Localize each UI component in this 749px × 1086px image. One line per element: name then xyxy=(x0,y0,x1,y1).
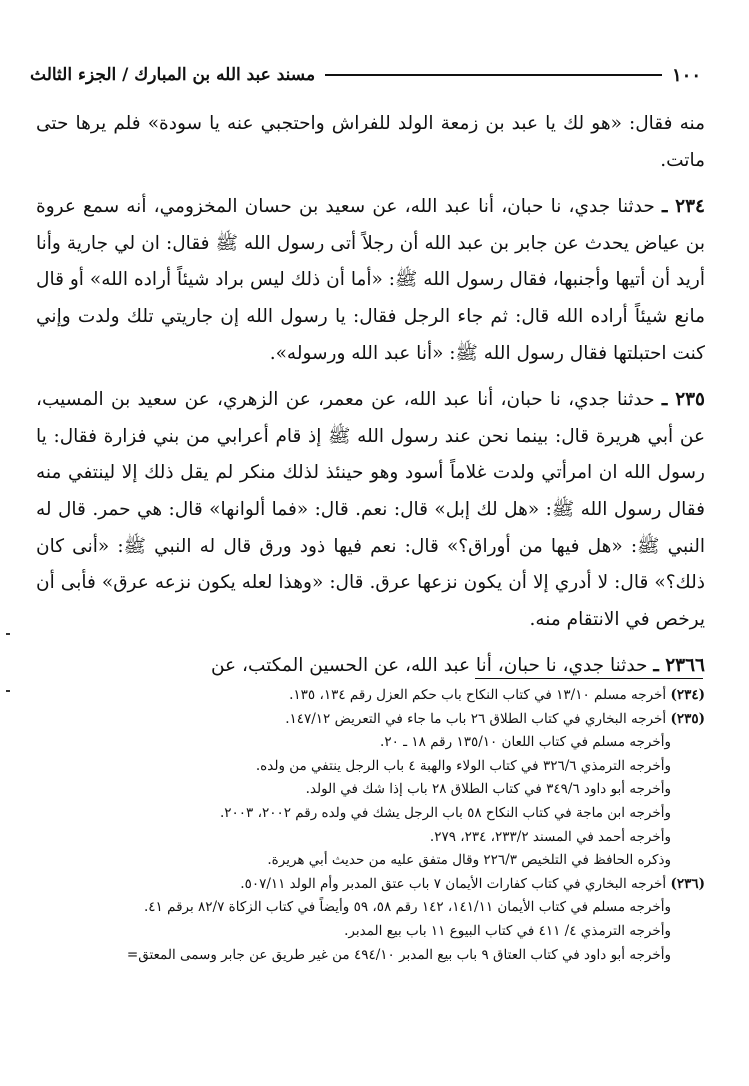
hadith-paragraph xyxy=(36,189,705,372)
footnote-line xyxy=(36,802,705,826)
margin-tick xyxy=(6,690,10,692)
footnotes xyxy=(36,684,705,967)
footnote-text: وأخرجه أبو داود في كتاب العتاق ٩ باب بيع المدبر ٤٩٤/١٠ من غير طريق عن جابر وسمى المعتق xyxy=(138,946,671,963)
hadith-text: حدثنا جدي، نا حبان، أنا عبد الله، عن الحسين المكتب، عن xyxy=(210,655,648,677)
footnote-text: أخرجه مسلم ١٣/١٠ في كتاب النكاح باب حكم العزل رقم ١٣٤، ١٣٥. xyxy=(289,687,667,703)
footnote-line xyxy=(36,826,705,850)
paragraph xyxy=(36,106,705,179)
page-number: ١٠٠ xyxy=(671,64,701,86)
hadith-text: حدثنا جدي، نا حبان، أنا عبد الله، عن سعيد بن حسان المخزومي، أنه سمع عروة بن عياض يحدث عن جابر بن عبد الله أن رجلاً أتى رسول الله ﷺ فقال: ان لي جارية وأنا أريد أن أتيها وأجنبها، فقال رسول الله ﷺ: «أما أن ذلك ليس براد شيئاً أراده الله» أو قال مانع شيئاً أراده الله قال: ثم جاء الرجل فقال: يا رسول الله إن جاريتي تلك ولدت وإني كنت احتبلتها فقال رسول الله ﷺ: «أنا عبد الله ورسوله». xyxy=(36,196,705,364)
paragraph-text: منه فقال: «هو لك يا عبد بن زمعة الولد للفراش واحتجبي عنه يا سودة» فلم يرها حتى ماتت. xyxy=(36,113,705,171)
footnote-divider xyxy=(475,678,703,679)
continuation-mark: = xyxy=(126,946,139,963)
running-title: مسند عبد الله بن المبارك / الجزء الثالث xyxy=(30,65,316,85)
footnote-text: وأخرجه ابن ماجة في كتاب النكاح ٥٨ باب الرجل يشك في ولده رقم ٢٠٠٢، ٢٠٠٣. xyxy=(220,804,671,821)
hadith-paragraph xyxy=(36,648,705,685)
main-text xyxy=(36,106,705,695)
footnote-text: وأخرجه مسلم في كتاب اللعان ١٣٥/١٠ رقم ١٨ ـ ٢٠. xyxy=(380,734,671,751)
footnote-text: وأخرجه مسلم في كتاب الأيمان ١٤١/١١، ١٤٢ رقم ٥٨، ٥٩ وأيضاً في كتاب الزكاة ٨٢/٧ برقم ٤١. xyxy=(144,899,671,916)
margin-tick xyxy=(6,633,10,635)
hadith-text: حدثنا جدي، نا حبان، أنا عبد الله، عن معمر، عن الزهري، عن سعيد بن المسيب، عن أبي هريرة قال: بينما نحن عند رسول الله ﷺ إذ قام أعرابي من بني فزارة فقال: يا رسول الله ان امرأتي ولدت غلاماً أسود وهو حينئذ لذلك منكر لم يقل ذلك إلا لينتفي منه فقال رسول الله ﷺ: «هل لك إبل» قال: نعم. قال: «فما ألوانها» قال: هي حمر. قال له النبي ﷺ: «هل فيها من أوراق؟» قال: نعم فيها ذود ورق قال له النبي ﷺ: «أنى كان ذلك؟» قال: لا أدري إلا أن يكون نزعها عرق. قال: «وهذا لعله يكون نزعه عرق» فأبى أن يرخص في الانتقام منه. xyxy=(36,389,705,630)
footnote-number: (٢٣٥) xyxy=(670,710,705,727)
hadith-number: ٢٣٥ ـ xyxy=(661,389,705,411)
footnote-number: (٢٣٤) xyxy=(670,687,705,703)
header-rule xyxy=(325,74,662,76)
footnote-line xyxy=(36,896,705,920)
footnote-line xyxy=(36,920,705,944)
footnote xyxy=(36,708,705,732)
footnote-text: أخرجه البخاري في كتاب كفارات الأيمان ٧ باب عتق المدبر وأم الولد ٥٠٧/١١. xyxy=(240,875,667,892)
footnote-line xyxy=(36,778,705,802)
hadith-paragraph xyxy=(36,382,705,638)
footnote-text: وأخرجه أبو داود ٣٤٩/٦ في كتاب الطلاق ٢٨ باب إذا شك في الولد. xyxy=(305,781,671,798)
footnote-text: وذكره الحافظ في التلخيص ٢٢٦/٣ وقال متفق عليه من حديث أبي هريرة. xyxy=(267,852,671,869)
footnote xyxy=(36,873,705,897)
footnote-line xyxy=(36,849,705,873)
hadith-number: ٢٣٤ ـ xyxy=(662,196,705,218)
footnote xyxy=(36,684,705,708)
footnote-number: (٢٣٦) xyxy=(670,875,705,892)
footnote-text: وأخرجه الترمذي ٤/ ٤١١ في كتاب البيوع ١١ باب بيع المدبر. xyxy=(344,922,671,939)
footnote-line xyxy=(36,944,705,968)
footnote-text: وأخرجه الترمذي ٣٢٦/٦ في كتاب الولاء والهبة ٤ باب الرجل ينتفي من ولده. xyxy=(255,757,671,774)
footnote-line xyxy=(36,755,705,779)
footnote-line xyxy=(36,731,705,755)
footnote-text: أخرجه البخاري في كتاب الطلاق ٢٦ باب ما جاء في التعريض ١٤٧/١٢. xyxy=(285,710,667,727)
page-header xyxy=(30,62,701,88)
hadith-number: ٢٣٦٦ ـ xyxy=(653,655,705,677)
footnote-text: وأخرجه أحمد في المسند ٢٣٣/٢، ٢٣٤، ٢٧٩. xyxy=(429,828,671,845)
